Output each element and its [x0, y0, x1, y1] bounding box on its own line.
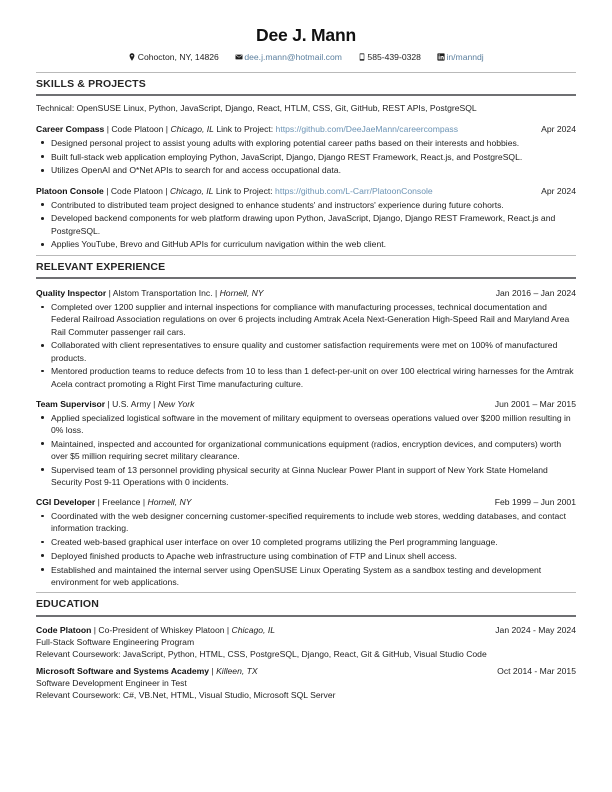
- contact-linkedin[interactable]: [437, 52, 484, 62]
- list-item: Utilizes OpenAI and O*Net APIs to search for and access occupational data.: [36, 164, 576, 176]
- experience-header: Quality Inspector | Alstom Transportation Inc. | Hornell, NY Jan 2016 – Jan 2024: [36, 288, 576, 299]
- job-location: New York: [157, 398, 195, 409]
- education-coursework: Relevant Coursework: JavaScript, Python, HTML, CSS, PostgreSQL, Django, React, Git & GitHub, Visual Studio Code: [36, 649, 487, 660]
- list-item: Completed over 1200 supplier and internal inspections for compliance with manufacturing processes, technical documentation and Federal Railroad Association regulations on over 6 projects including Amtrak Acela Next-Generation High-Speed Rail and Maryland Area Rail Commuter passenger rail cars.: [36, 301, 576, 338]
- project-org: Code Platoon: [111, 123, 164, 134]
- contact-location: [128, 52, 219, 62]
- experience-bullets: [36, 510, 576, 588]
- experience-entry: [36, 399, 576, 488]
- list-item: Built full-stack web application employing Python, JavaScript, Django, Django REST Framework, React.js, and PostgreSQL.: [36, 151, 576, 163]
- candidate-name: Dee J. Mann: [256, 25, 356, 45]
- job-date: Feb 1999 – Jun 2001: [494, 497, 576, 508]
- contact-bar: [36, 52, 576, 62]
- job-location: Hornell, NY: [219, 288, 264, 299]
- education-entry: [36, 666, 576, 702]
- list-item: Deployed finished products to Apache web infrastructure using combination of FTP and Linux shell access.: [36, 550, 576, 562]
- education-program: Software Development Engineer in Test: [36, 677, 187, 688]
- section-relevant-experience: [36, 255, 576, 588]
- list-item: Applies YouTube, Brevo and GitHub APIs for curriculum navigation within the web client.: [36, 238, 576, 250]
- list-item: Developed backend components for web platform drawing upon Python, JavaScript, Django, Django REST Framework, React.js and PostgreSQL.: [36, 212, 576, 236]
- list-item: Created web-based graphical user interface on over 10 completed programs utilizing the Perl programming language.: [36, 536, 576, 548]
- contact-phone-text: 585-439-0328: [367, 52, 421, 63]
- section-education-title: EDUCATION: [36, 598, 576, 617]
- project-location: Chicago, IL: [169, 185, 214, 196]
- education-program: Full-Stack Software Engineering Program: [36, 636, 195, 647]
- job-role: Team Supervisor: [36, 398, 106, 409]
- school-name: Code Platoon: [36, 624, 92, 635]
- list-item: Collaborated with client representatives to ensure quality and customer satisfaction requirements were met on 100% of manufactured products.: [36, 339, 576, 363]
- education-header: Microsoft Software and Systems Academy | Killeen, TX Oct 2014 - Mar 2015: [36, 665, 576, 676]
- school-date: Oct 2014 - Mar 2015: [497, 665, 576, 676]
- job-company: Freelance: [102, 497, 141, 508]
- section-experience-head: [36, 255, 576, 280]
- project-header: Platoon Console | Code Platoon | Chicago, IL Link to Project: https://github.com/L-Carr/PlatoonConsole Apr 2024: [36, 185, 576, 196]
- list-item: Maintained, inspected and accounted for organizational communications equipment (radios, encryption devices, and computers) worth over $5 million requiring secret military clearance.: [36, 438, 576, 462]
- school-date: Jan 2024 - May 2024: [495, 624, 576, 635]
- project-link-label: Link to Project:: [216, 123, 274, 134]
- list-item: Contributed to distributed team project designed to enhance students' and instructors' experience during future cohorts.: [36, 199, 576, 211]
- experience-bullets: [36, 412, 576, 488]
- contact-location-text: Cohocton, NY, 14826: [137, 52, 219, 63]
- section-skills-head: [36, 72, 576, 97]
- project-entry: [36, 124, 576, 177]
- list-item: Applied specialized logistical software in the movement of military equipment to overseas operations valued over $200 million resulting in 0% loss.: [36, 412, 576, 436]
- contact-phone: [358, 52, 421, 62]
- school-name: Microsoft Software and Systems Academy: [36, 665, 210, 676]
- project-date: Apr 2024: [541, 123, 576, 134]
- school-location: Chicago, IL: [231, 624, 276, 635]
- list-item: Mentored production teams to reduce defects from 10 to less than 1 defect-per-unit on over 100 electrical wiring harnesses for the Amtrak Acela contract promoting a Right First Time manufacturing culture.: [36, 365, 576, 389]
- project-entry: [36, 186, 576, 251]
- section-experience-title: RELEVANT EXPERIENCE: [36, 261, 576, 280]
- contact-email-text: dee.j.mann@hotmail.com: [244, 52, 342, 63]
- list-item: Designed personal project to assist young adults with exploring potential career paths based on their interests and hobbies.: [36, 137, 576, 149]
- education-header: Code Platoon | Co-President of Whiskey Platoon | Chicago, IL Jan 2024 - May 2024: [36, 624, 576, 635]
- project-link-url[interactable]: https://github.com/DeeJaeMann/careercompass: [275, 123, 459, 134]
- job-role: Quality Inspector: [36, 288, 107, 299]
- project-link-url[interactable]: https://github.com/L-Carr/PlatoonConsole: [275, 185, 433, 196]
- section-education: [36, 592, 576, 702]
- project-org: Code Platoon: [110, 185, 163, 196]
- resume-header: [36, 26, 576, 63]
- section-education-head: [36, 592, 576, 617]
- project-date: Apr 2024: [541, 185, 576, 196]
- technical-skills-line: Technical: OpenSUSE Linux, Python, JavaScript, Django, React, HTLM, CSS, Git, GitHub, REST APIs, PostgreSQL: [36, 103, 477, 114]
- job-role: CGI Developer: [36, 497, 96, 508]
- list-item: Supervised team of 13 personnel providing physical security at Ginna Nuclear Power Plant in support of New York State Homeland Security Post 9-11 Operations with 0 incidents.: [36, 464, 576, 488]
- job-date: Jun 2001 – Mar 2015: [494, 398, 576, 409]
- location-pin-icon: [128, 53, 136, 61]
- phone-icon: [358, 53, 366, 61]
- section-skills-projects: [36, 72, 576, 251]
- school-location: Killeen, TX: [216, 665, 258, 676]
- section-skills-title: SKILLS & PROJECTS: [36, 78, 576, 97]
- project-bullets: [36, 137, 576, 177]
- job-company: U.S. Army: [112, 398, 151, 409]
- project-location: Chicago, IL: [170, 123, 214, 134]
- contact-linkedin-text: in/manndj: [446, 52, 484, 63]
- education-coursework: Relevant Coursework: C#, VB.Net, HTML, Visual Studio, Microsoft SQL Server: [36, 690, 336, 701]
- school-role: Co-President of Whiskey Platoon: [98, 624, 225, 635]
- project-title: Career Compass: [36, 123, 105, 134]
- linkedin-icon: [437, 53, 445, 61]
- project-header: Career Compass | Code Platoon | Chicago, IL Link to Project: https://github.com/DeeJaeMann/careercompass Apr 2024: [36, 123, 576, 134]
- education-entry: [36, 625, 576, 661]
- job-company: Alstom Transportation Inc.: [112, 288, 213, 299]
- experience-entry: [36, 288, 576, 390]
- list-item: Coordinated with the web designer concerning customer-specified requirements to include web stores, wedding databases, and contact information tracking.: [36, 510, 576, 534]
- envelope-icon: [235, 53, 243, 61]
- project-title: Platoon Console: [36, 185, 104, 196]
- experience-entry: [36, 497, 576, 588]
- experience-bullets: [36, 301, 576, 389]
- list-item: Established and maintained the internal server using OpenSUSE Linux Operating System as a sandbox testing and development environment for web applications.: [36, 564, 576, 588]
- experience-header: CGI Developer | Freelance | Hornell, NY Feb 1999 – Jun 2001: [36, 497, 576, 508]
- project-bullets: [36, 199, 576, 251]
- job-date: Jan 2016 – Jan 2024: [495, 288, 576, 299]
- contact-email[interactable]: [235, 52, 342, 62]
- experience-header: Team Supervisor | U.S. Army | New York Jun 2001 – Mar 2015: [36, 398, 576, 409]
- job-location: Hornell, NY: [147, 497, 192, 508]
- project-link-label: Link to Project:: [215, 185, 273, 196]
